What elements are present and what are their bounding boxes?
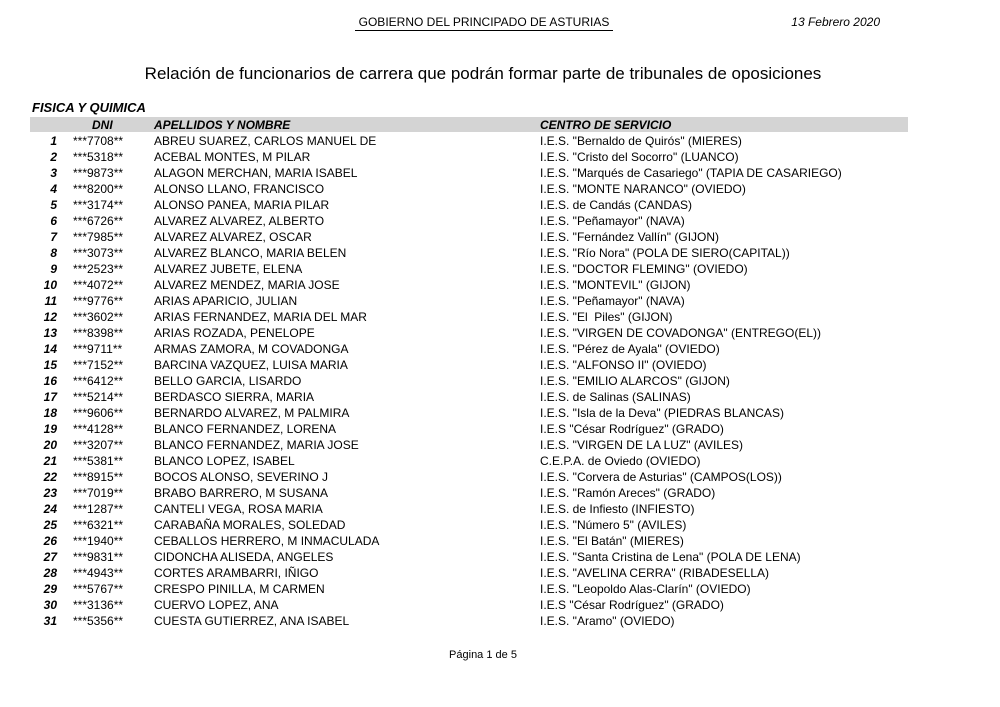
row-dni: ***9873** (73, 166, 124, 180)
table-row (30, 405, 908, 421)
row-name: BARCINA VAZQUEZ, LUISA MARIA (154, 358, 348, 372)
row-name: CEBALLOS HERRERO, M INMACULADA (154, 534, 380, 548)
row-dni: ***5356** (73, 614, 124, 628)
row-centro: I.E.S. "Aramo" (OVIEDO) (540, 614, 675, 628)
row-centro: I.E.S. "Bernaldo de Quirós" (MIERES) (540, 134, 742, 148)
table-row (30, 133, 908, 149)
row-dni: ***3174** (73, 198, 124, 212)
row-dni: ***3073** (73, 246, 124, 260)
row-name: ALONSO LLANO, FRANCISCO (154, 182, 325, 196)
row-number: 18 (43, 406, 57, 420)
row-centro: I.E.S. "El Piles" (GIJON) (540, 310, 673, 324)
row-number: 19 (43, 422, 57, 436)
row-centro: I.E.S. "Isla de la Deva" (PIEDRAS BLANCAS) (540, 406, 784, 420)
row-dni: ***7985** (73, 230, 124, 244)
row-dni: ***8398** (73, 326, 124, 340)
row-number: 7 (50, 230, 57, 244)
row-name: CUERVO LOPEZ, ANA (154, 598, 279, 612)
row-number: 1 (50, 134, 57, 148)
row-dni: ***8915** (73, 470, 124, 484)
row-centro: I.E.S "César Rodríguez" (GRADO) (540, 598, 724, 612)
row-name: CUESTA GUTIERREZ, ANA ISABEL (154, 614, 350, 628)
row-name: ARIAS APARICIO, JULIAN (154, 294, 298, 308)
table-row (30, 325, 908, 341)
row-dni: ***3602** (73, 310, 124, 324)
table-row (30, 213, 908, 229)
row-number: 23 (43, 486, 57, 500)
row-centro: C.E.P.A. de Oviedo (OVIEDO) (540, 454, 701, 468)
row-centro: I.E.S. "Peñamayor" (NAVA) (540, 294, 685, 308)
row-name: ABREU SUAREZ, CARLOS MANUEL DE (154, 134, 377, 148)
row-dni: ***4128** (73, 422, 124, 436)
row-number: 13 (43, 326, 57, 340)
row-centro: I.E.S. "Peñamayor" (NAVA) (540, 214, 685, 228)
row-name: CORTES ARAMBARRI, IÑIGO (154, 566, 319, 580)
row-centro: I.E.S "César Rodríguez" (GRADO) (540, 422, 724, 436)
row-dni: ***4943** (73, 566, 124, 580)
row-centro: I.E.S. de Candás (CANDAS) (540, 198, 693, 212)
row-centro: I.E.S. "Pérez de Ayala" (OVIEDO) (540, 342, 720, 356)
table-row (30, 501, 908, 517)
table-row (30, 165, 908, 181)
row-number: 26 (43, 534, 57, 548)
row-name: CRESPO PINILLA, M CARMEN (154, 582, 325, 596)
row-number: 3 (50, 166, 57, 180)
row-dni: ***5214** (73, 390, 124, 404)
row-centro: I.E.S. "El Batán" (MIERES) (540, 534, 684, 548)
row-dni: ***4072** (73, 278, 124, 292)
table-row (30, 245, 908, 261)
row-name: ARIAS ROZADA, PENELOPE (154, 326, 315, 340)
row-dni: ***8200** (73, 182, 124, 196)
table-header (30, 117, 908, 132)
row-dni: ***2523** (73, 262, 124, 276)
row-number: 17 (43, 390, 57, 404)
row-name: ALVAREZ ALVAREZ, OSCAR (154, 230, 312, 244)
row-dni: ***6321** (73, 518, 124, 532)
row-centro: I.E.S. "MONTE NARANCO" (OVIEDO) (540, 182, 746, 196)
table-row (30, 277, 908, 293)
table-row (30, 453, 908, 469)
row-name: ALAGON MERCHAN, MARIA ISABEL (154, 166, 358, 180)
row-dni: ***9711** (73, 342, 123, 356)
row-dni: ***6412** (73, 374, 124, 388)
row-centro: I.E.S. "VIRGEN DE COVADONGA" (ENTREGO(EL)) (540, 326, 821, 340)
row-centro: I.E.S. "AVELINA CERRA" (RIBADESELLA) (540, 566, 770, 580)
row-name: ALONSO PANEA, MARIA PILAR (154, 198, 330, 212)
table-row (30, 549, 908, 565)
table-row (30, 293, 908, 309)
row-number: 14 (43, 342, 57, 356)
row-name: BELLO GARCIA, LISARDO (154, 374, 302, 388)
table-row (30, 309, 908, 325)
row-number: 28 (43, 566, 57, 580)
table-row (30, 613, 908, 629)
row-name: BRABO BARRERO, M SUSANA (154, 486, 329, 500)
row-centro: I.E.S. "Fernández Vallín" (GIJON) (540, 230, 720, 244)
row-number: 29 (43, 582, 57, 596)
row-name: BLANCO LOPEZ, ISABEL (154, 454, 295, 468)
table-row (30, 373, 908, 389)
row-centro: I.E.S. "VIRGEN DE LA LUZ" (AVILES) (540, 438, 744, 452)
row-name: ALVAREZ BLANCO, MARIA BELEN (154, 246, 347, 260)
table-row (30, 389, 908, 405)
row-name: BOCOS ALONSO, SEVERINO J (154, 470, 329, 484)
row-dni: ***7708** (73, 134, 124, 148)
row-number: 21 (43, 454, 57, 468)
row-number: 20 (43, 438, 57, 452)
row-name: ALVAREZ ALVAREZ, ALBERTO (154, 214, 325, 228)
row-name: CIDONCHA ALISEDA, ANGELES (154, 550, 334, 564)
row-name: BLANCO FERNANDEZ, LORENA (154, 422, 337, 436)
row-number: 24 (43, 502, 57, 516)
table-row (30, 533, 908, 549)
row-dni: ***5318** (73, 150, 124, 164)
row-dni: ***3207** (73, 438, 124, 452)
row-number: 31 (43, 614, 57, 628)
row-number: 11 (44, 294, 57, 308)
row-number: 4 (50, 182, 57, 196)
row-centro: I.E.S. "Corvera de Asturias" (CAMPOS(LOS)) (540, 470, 782, 484)
row-centro: I.E.S. "Leopoldo Alas-Clarín" (OVIEDO) (540, 582, 751, 596)
page-number: Página 1 de 5 (449, 649, 517, 661)
row-number: 27 (43, 550, 57, 564)
row-dni: ***1940** (73, 534, 124, 548)
table-row (30, 261, 908, 277)
row-number: 16 (43, 374, 57, 388)
row-name: ARIAS FERNANDEZ, MARIA DEL MAR (154, 310, 367, 324)
row-number: 10 (43, 278, 57, 292)
row-centro: I.E.S. "Ramón Areces" (GRADO) (540, 486, 716, 500)
table-row (30, 485, 908, 501)
row-number: 2 (50, 150, 57, 164)
table-row (30, 357, 908, 373)
row-number: 12 (43, 310, 57, 324)
table-row (30, 421, 908, 437)
row-centro: I.E.S. "ALFONSO II" (OVIEDO) (540, 358, 707, 372)
document-date: 13 Febrero 2020 (791, 15, 880, 29)
table-row (30, 597, 908, 613)
row-number: 6 (50, 214, 57, 228)
table-row (30, 149, 908, 165)
row-dni: ***6726** (73, 214, 124, 228)
column-header-dni: DNI (92, 118, 113, 132)
table-row (30, 581, 908, 597)
row-dni: ***9606** (73, 406, 124, 420)
table-row (30, 197, 908, 213)
row-dni: ***3136** (73, 598, 124, 612)
table-row (30, 469, 908, 485)
row-centro: I.E.S. "Cristo del Socorro" (LUANCO) (540, 150, 739, 164)
row-name: ARMAS ZAMORA, M COVADONGA (154, 342, 349, 356)
row-name: BERDASCO SIERRA, MARIA (154, 390, 315, 404)
row-dni: ***1287** (73, 502, 124, 516)
row-name: CANTELI VEGA, ROSA MARIA (154, 502, 323, 516)
table-row (30, 437, 908, 453)
row-centro: I.E.S. de Infiesto (INFIESTO) (540, 502, 695, 516)
row-dni: ***9831** (73, 550, 124, 564)
row-dni: ***7019** (73, 486, 124, 500)
document-title: Relación de funcionarios de carrera que podrán formar parte de tribunales de oposiciones (144, 64, 822, 83)
row-number: 15 (43, 358, 57, 372)
row-dni: ***9776** (73, 294, 124, 308)
row-centro: I.E.S. "Número 5" (AVILES) (540, 518, 687, 532)
row-name: CARABAÑA MORALES, SOLEDAD (154, 518, 346, 532)
table-row (30, 517, 908, 533)
row-dni: ***7152** (73, 358, 124, 372)
table-row (30, 181, 908, 197)
row-centro: I.E.S. "DOCTOR FLEMING" (OVIEDO) (540, 262, 748, 276)
section-heading: FISICA Y QUIMICA (32, 100, 146, 115)
table-row (30, 565, 908, 581)
row-centro: I.E.S. "Río Nora" (POLA DE SIERO(CAPITAL)) (540, 246, 790, 260)
row-number: 9 (50, 262, 57, 276)
row-name: ALVAREZ MENDEZ, MARIA JOSE (154, 278, 340, 292)
column-header-name: APELLIDOS Y NOMBRE (154, 118, 291, 132)
document-header-organization: GOBIERNO DEL PRINCIPADO DE ASTURIAS (355, 15, 613, 31)
row-dni: ***5767** (73, 582, 124, 596)
row-number: 25 (43, 518, 57, 532)
column-header-centro: CENTRO DE SERVICIO (540, 118, 672, 132)
row-name: ALVAREZ JUBETE, ELENA (154, 262, 303, 276)
row-name: BERNARDO ALVAREZ, M PALMIRA (154, 406, 350, 420)
table-row (30, 341, 908, 357)
row-centro: I.E.S. "Santa Cristina de Lena" (POLA DE LENA) (540, 550, 801, 564)
row-centro: I.E.S. de Salinas (SALINAS) (540, 390, 691, 404)
row-number: 30 (43, 598, 57, 612)
row-name: BLANCO FERNANDEZ, MARIA JOSE (154, 438, 359, 452)
table-row (30, 229, 908, 245)
row-name: ACEBAL MONTES, M PILAR (154, 150, 311, 164)
row-centro: I.E.S. "EMILIO ALARCOS" (GIJON) (540, 374, 730, 388)
table-body (30, 133, 908, 629)
row-number: 8 (50, 246, 57, 260)
row-number: 22 (43, 470, 57, 484)
row-number: 5 (50, 198, 57, 212)
row-centro: I.E.S. "MONTEVIL" (GIJON) (540, 278, 691, 292)
row-centro: I.E.S. "Marqués de Casariego" (TAPIA DE CASARIEGO) (540, 166, 842, 180)
row-dni: ***5381** (73, 454, 124, 468)
